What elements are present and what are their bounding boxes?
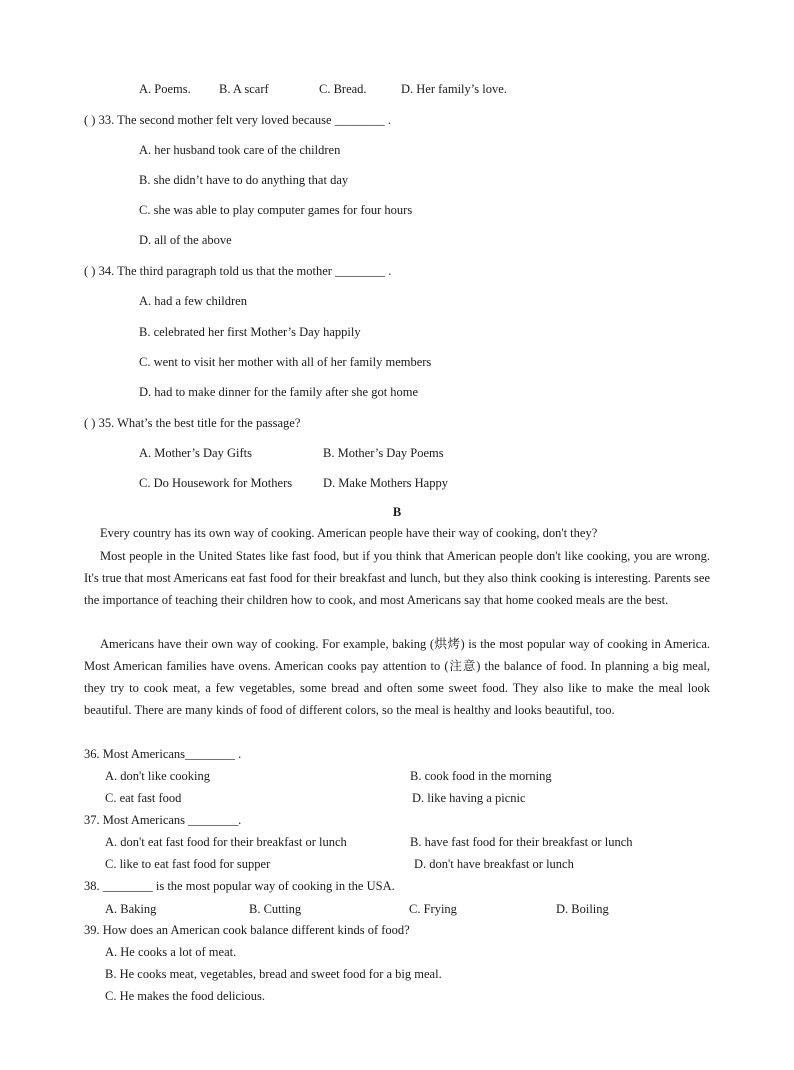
- q38-option-a: A. Baking: [105, 902, 157, 916]
- q34-option-d: D. had to make dinner for the family after she got home: [139, 385, 419, 399]
- passage-paragraph-3: Americans have their own way of cooking. For example, baking (烘烤) is the most popular way of cooking in America. Most American families have ovens. American cooks pay attention to (注意) the balance of food. In planning a big meal, they try to cook meat, a few vegetables, some bread and often some sweet food. They also like to make the meal look beautiful. There are many kinds of food of different colors, so the meal is healthy and looks beautiful, too.: [84, 637, 710, 717]
- q39-option-b: B. He cooks meat, vegetables, bread and sweet food for a big meal.: [105, 967, 442, 981]
- q34-option-c: C. went to visit her mother with all of her family members: [139, 355, 432, 369]
- q32-option-b: B. A scarf: [219, 82, 269, 96]
- q32-option-a: A. Poems.: [139, 82, 191, 96]
- q38-option-d: D. Boiling: [556, 902, 609, 916]
- q35-option-b: B. Mother’s Day Poems: [323, 446, 444, 460]
- q32-option-c: C. Bread.: [319, 82, 367, 96]
- q34-stem: ( ) 34. The third paragraph told us that the mother ________ .: [84, 264, 392, 278]
- q35-stem: ( ) 35. What’s the best title for the passage?: [84, 416, 301, 430]
- q33-option-c: C. she was able to play computer games for four hours: [139, 203, 413, 217]
- q33-option-a: A. her husband took care of the children: [139, 143, 341, 157]
- q36-option-c: C. eat fast food: [105, 791, 182, 805]
- q36-stem: 36. Most Americans________ .: [84, 747, 242, 761]
- q34-option-a: A. had a few children: [139, 294, 247, 308]
- q39-option-a: A. He cooks a lot of meat.: [105, 945, 237, 959]
- q36-option-b: B. cook food in the morning: [410, 769, 552, 783]
- q37-option-b: B. have fast food for their breakfast or lunch: [410, 835, 633, 849]
- passage-paragraph-2: Most people in the United States like fast food, but if you think that American people don't like cooking, you are wrong. It's true that most Americans eat fast food for their breakfast and lunch, but they also think cooking is interesting. Parents see the importance of teaching their children how to cook, and most Americans say that home cooked meals are the best.: [84, 549, 710, 607]
- q38-option-b: B. Cutting: [249, 902, 302, 916]
- q34-option-b: B. celebrated her first Mother’s Day happily: [139, 325, 361, 339]
- q37-option-c: C. like to eat fast food for supper: [105, 857, 271, 871]
- q39-stem: 39. How does an American cook balance different kinds of food?: [84, 923, 410, 937]
- q39-option-c: C. He makes the food delicious.: [105, 989, 266, 1003]
- q33-option-b: B. she didn’t have to do anything that day: [139, 173, 349, 187]
- q36-option-d: D. like having a picnic: [412, 791, 526, 805]
- q36-option-a: A. don't like cooking: [105, 769, 211, 783]
- q37-option-d: D. don't have breakfast or lunch: [414, 857, 574, 871]
- q33-stem: ( ) 33. The second mother felt very loved because ________ .: [84, 113, 391, 127]
- q35-option-d: D. Make Mothers Happy: [323, 476, 448, 490]
- q35-option-a: A. Mother’s Day Gifts: [139, 446, 252, 460]
- q33-option-d: D. all of the above: [139, 233, 232, 247]
- q35-option-c: C. Do Housework for Mothers: [139, 476, 293, 490]
- q37-option-a: A. don't eat fast food for their breakfast or lunch: [105, 835, 347, 849]
- q37-stem: 37. Most Americans ________.: [84, 813, 242, 827]
- q32-option-d: D. Her family’s love.: [401, 82, 507, 96]
- q38-option-c: C. Frying: [409, 902, 457, 916]
- section-b-heading: B: [392, 505, 402, 519]
- passage-paragraph-1: Every country has its own way of cooking. American people have their way of cooking, don't they?: [100, 526, 598, 540]
- q38-stem: 38. ________ is the most popular way of cooking in the USA.: [84, 879, 395, 893]
